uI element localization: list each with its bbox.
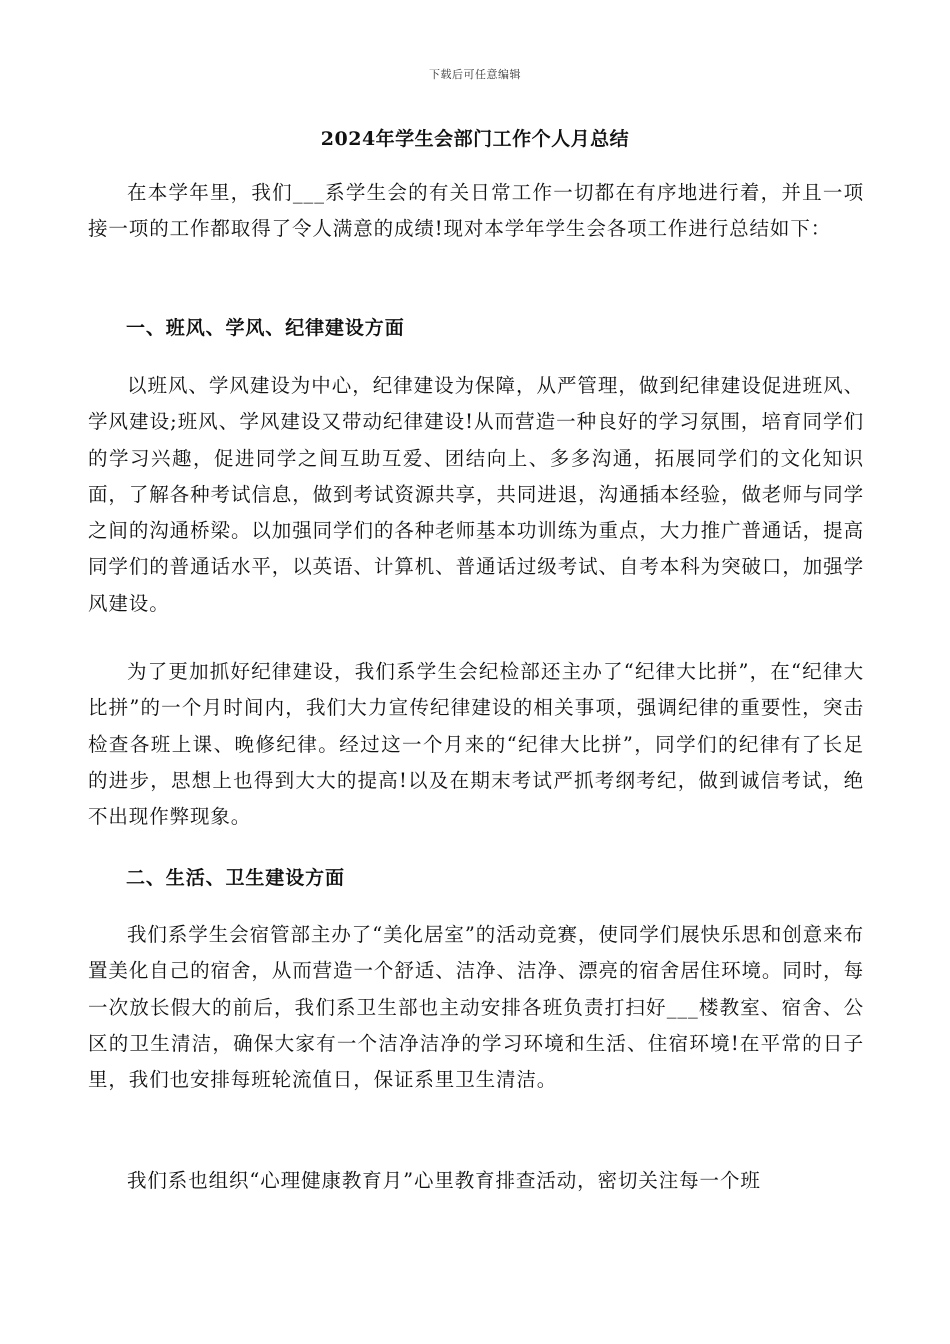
header-note: 下载后可任意编辑 xyxy=(429,68,521,81)
section1-heading: 一、班风、学风、纪律建设方面 xyxy=(126,317,405,339)
intro-paragraph: 在本学年里，我们___系学生会的有关日常工作一切都在有序地进行着，并且一项接一项的工作都取得了令人满意的成绩!现对本学年学生会各项工作进行总结如下： xyxy=(88,181,864,241)
section2-paragraph-1: 我们系学生会宿管部主办了“美化居室”的活动竞赛，使同学们展快乐思和创意来布置美化自己的宿舍，从而营造一个舒适、洁净、洁净、漂亮的宿舍居住环境。同时，每一次放长假大的前后，我们系卫生部也主动安排各班负责打扫好___楼教室、宿舍、公区的卫生清洁，确保大家有一个洁净洁净的学习环境和生活、住宿环境!在平常的日子里，我们也安排每班轮流值日，保证系里卫生清洁。 xyxy=(88,923,864,1092)
section2-paragraph-2: 我们系也组织“心理健康教育月”心里教育排查活动，密切关注每一个班 xyxy=(127,1169,761,1192)
document-title: 2024年学生会部门工作个人月总结 xyxy=(320,128,630,150)
section2-heading: 二、生活、卫生建设方面 xyxy=(126,867,345,889)
section1-paragraph-2: 为了更加抓好纪律建设，我们系学生会纪检部还主办了“纪律大比拼”，在“纪律大比拼”的一个月时间内，我们大力宣传纪律建设的相关事项，强调纪律的重要性，突击检查各班上课、晚修纪律。经过这一个月来的“纪律大比拼”，同学们的纪律有了长足的进步，思想上也得到大大的提高!以及在期末考试严抓考纲考纪，做到诚信考试，绝不出现作弊现象。 xyxy=(88,660,864,829)
section1-paragraph-1: 以班风、学风建设为中心，纪律建设为保障，从严管理，做到纪律建设促进班风、学风建设;班风、学风建设又带动纪律建设!从而营造一种良好的学习氛围，培育同学们的学习兴趣，促进同学之间互助互爱、团结向上、多多沟通，拓展同学们的文化知识面，了解各种考试信息，做到考试资源共享，共同进退，沟通插本经验，做老师与同学之间的沟通桥梁。以加强同学们的各种老师基本功训练为重点，大力推广普通话，提高同学们的普通话水平，以英语、计算机、普通话过级考试、自考本科为突破口，加强学风建设。 xyxy=(88,374,864,615)
